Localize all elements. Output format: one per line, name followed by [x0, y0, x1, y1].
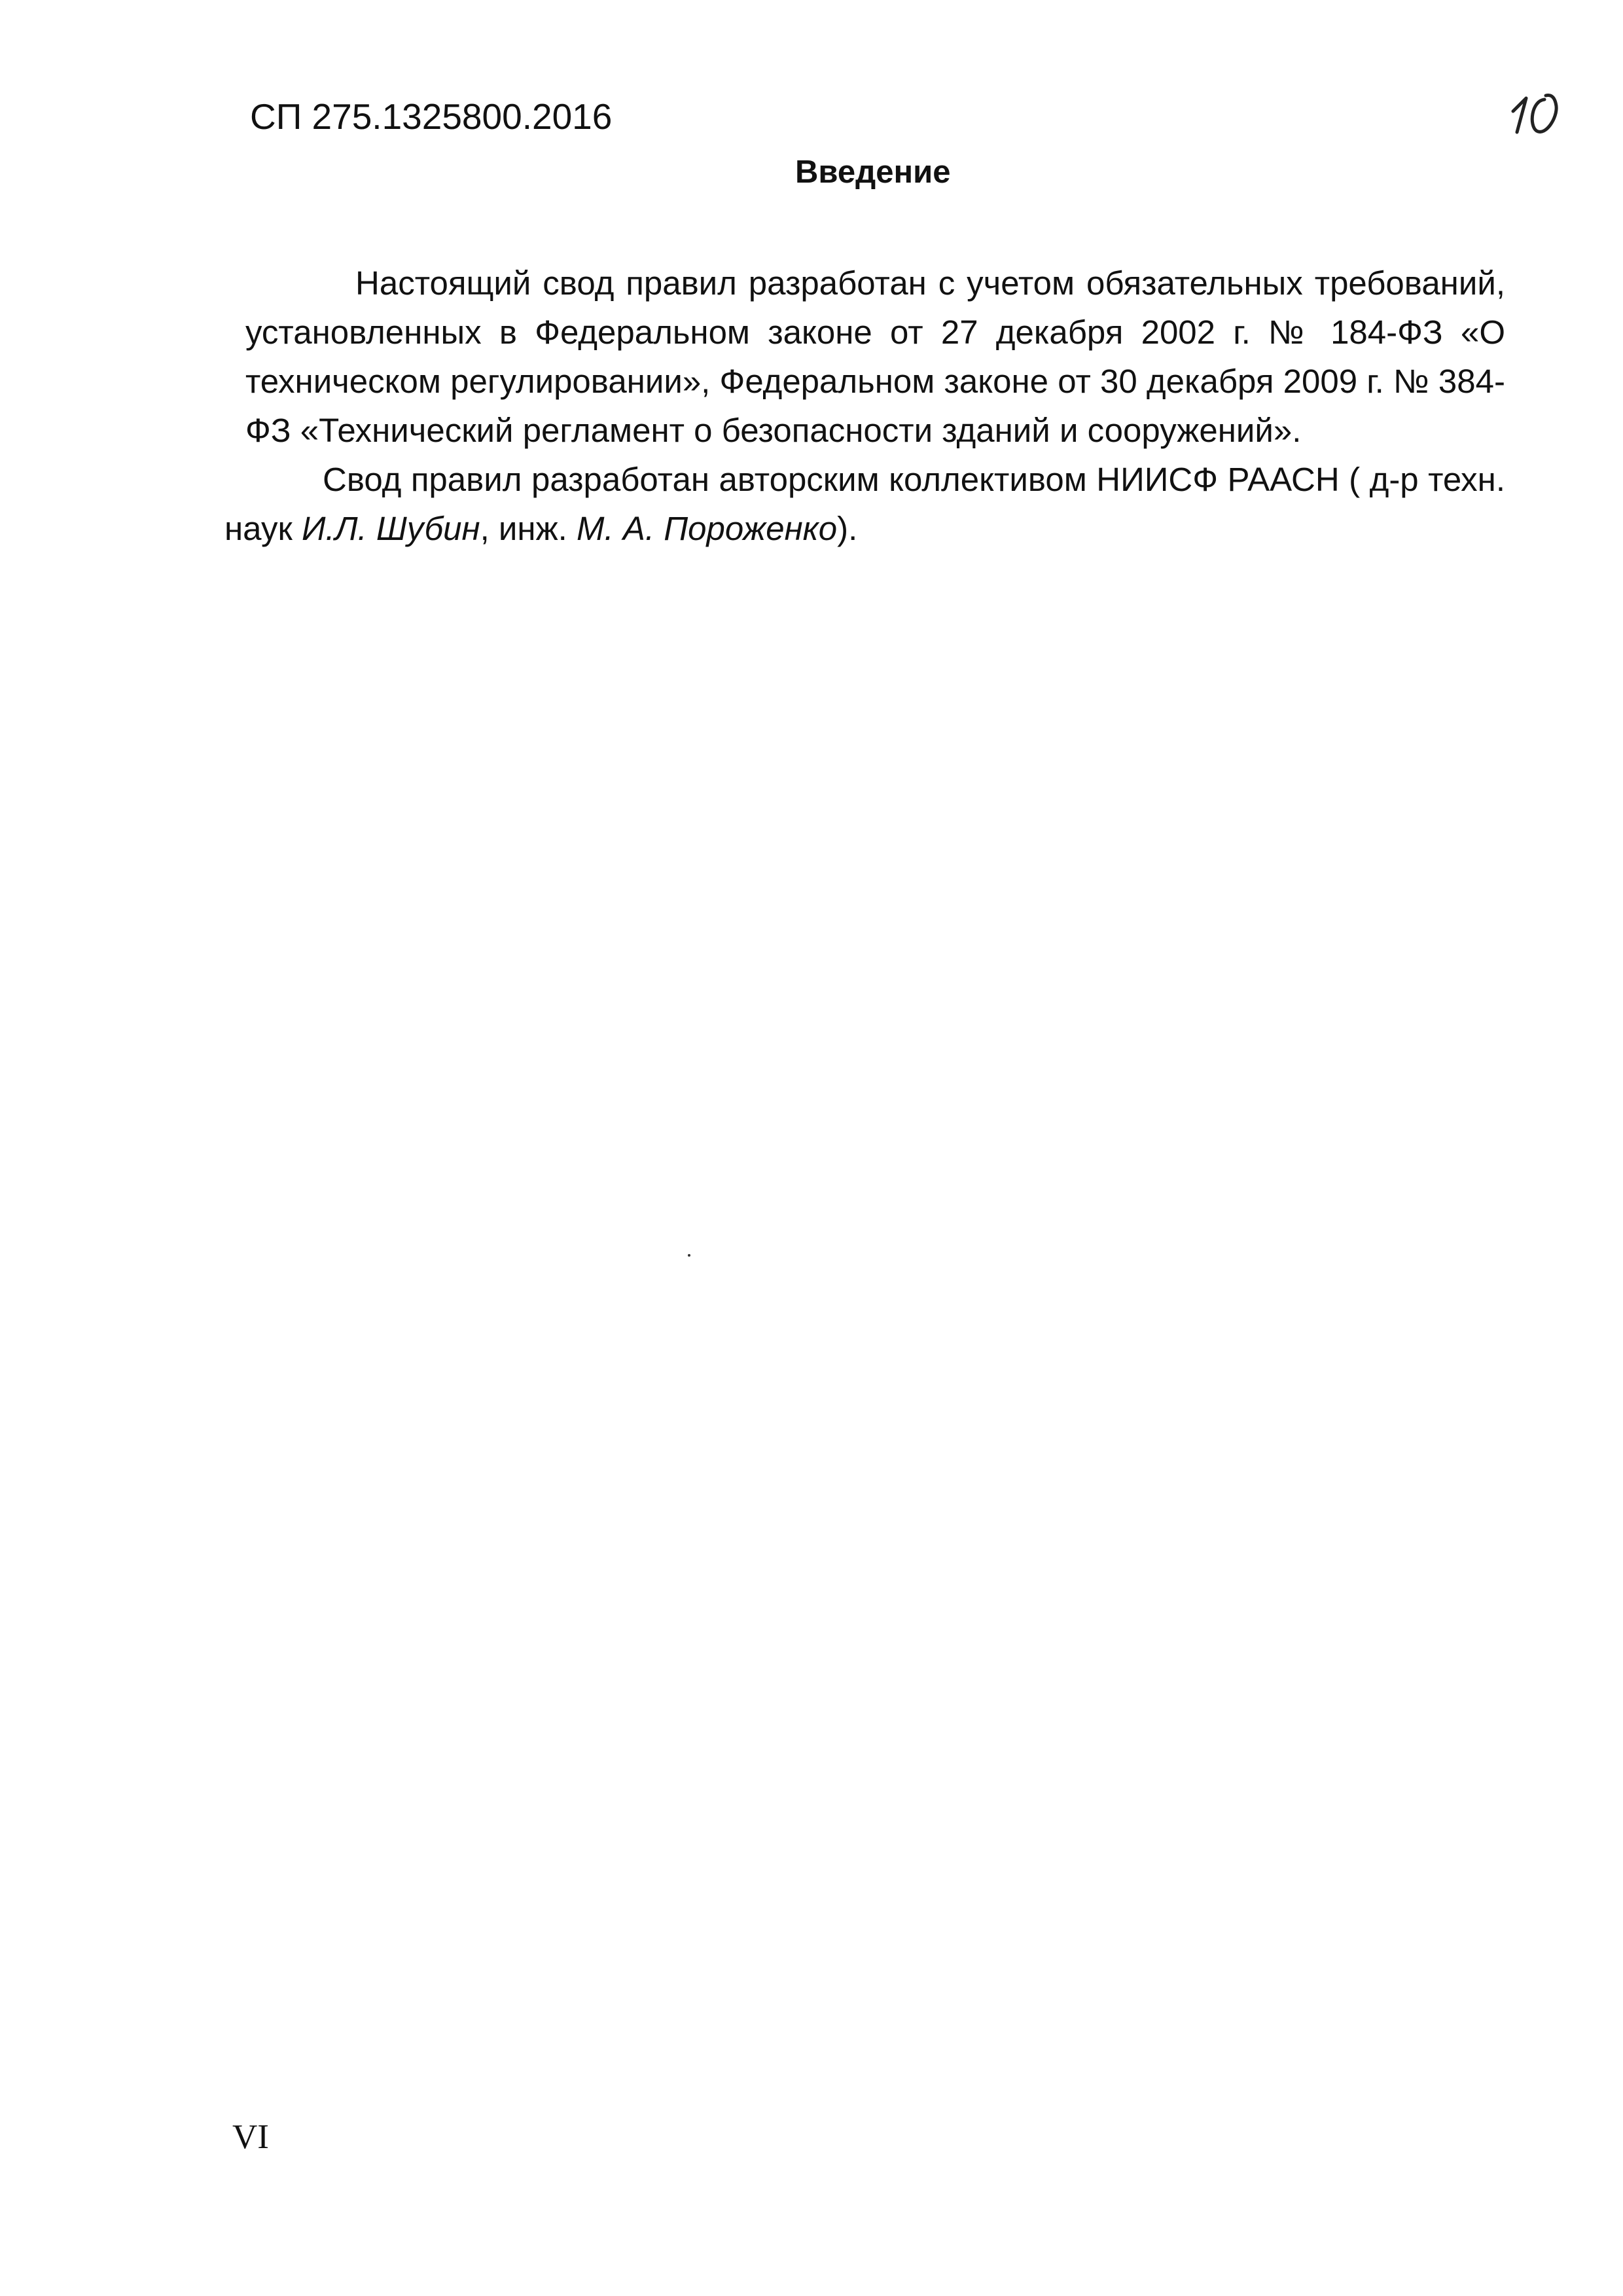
paragraph-2-lead: Свод правил разработан авторским коллективом НИИСФ РААСН ( д-р техн. наук [224, 461, 1505, 547]
paragraph-2-tail: ). [837, 510, 858, 547]
handwritten-page-number [1505, 85, 1571, 137]
author-name-2: М. А. Пороженко [577, 510, 838, 547]
paragraph-1: Настоящий свод правил разработан с учетом обязательных требований, установленных в Федеральном законе от 27 декабря 2002 г. № 184-ФЗ «О техническом регулировании», Федеральном законе от 30 декабря 2009 г. № 384-ФЗ «Технический регламент о безопасности зданий и сооружений». [245, 264, 1505, 449]
scan-speck [688, 1254, 690, 1257]
author-name-1: И.Л. Шубин [301, 510, 480, 547]
body-text [226, 259, 1505, 553]
paragraph-2-mid: , инж. [480, 510, 577, 547]
paragraph-2 [224, 455, 1505, 553]
section-title: Введение [795, 154, 951, 190]
page-number: VI [232, 2118, 269, 2156]
document-code: СП 275.1325800.2016 [250, 96, 613, 137]
